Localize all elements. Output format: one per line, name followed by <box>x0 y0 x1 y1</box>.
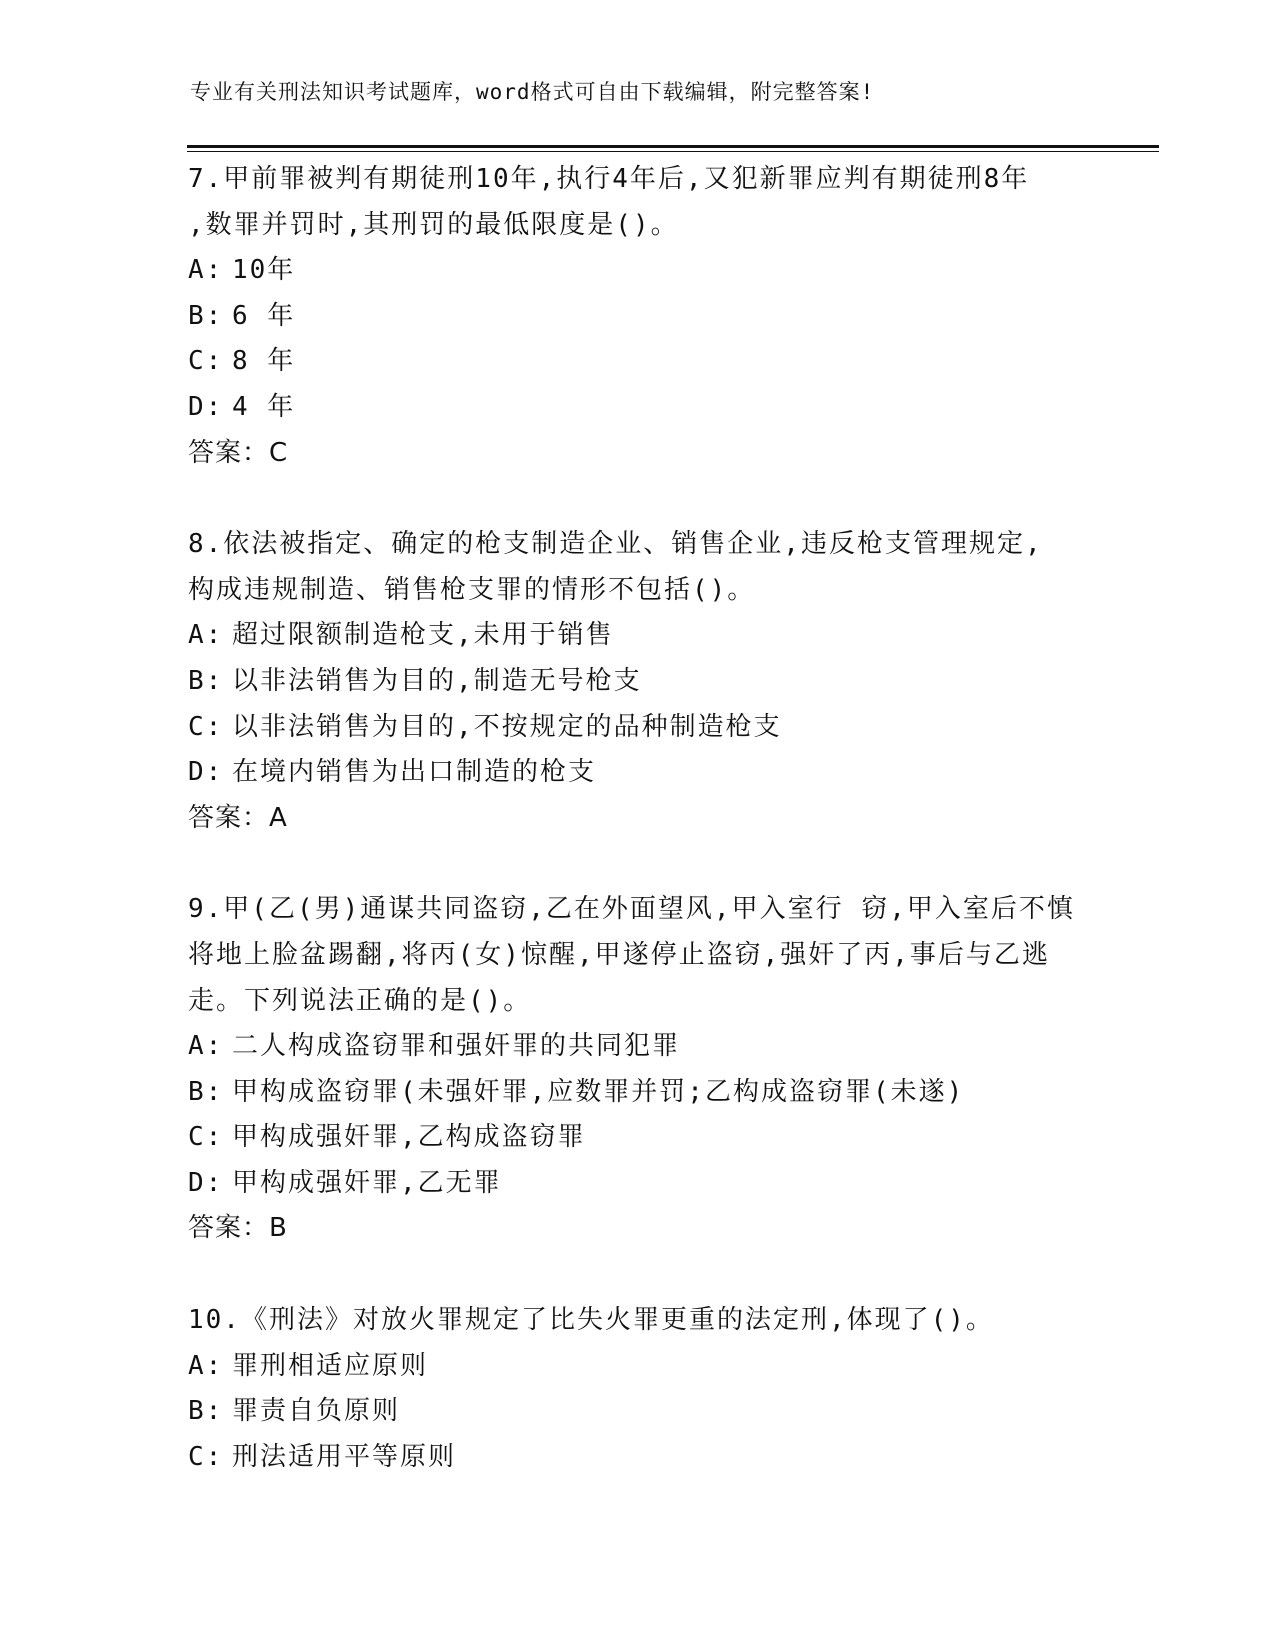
question-10 <box>188 1298 1088 1480</box>
question-stem-line: 构成违规制造、销售枪支罪的情形不包括()。 <box>188 574 756 605</box>
option-label: D: <box>188 757 224 788</box>
question-stem-line: 10.《刑法》对放火罪规定了比失火罪更重的法定刑,体现了()。 <box>188 1305 994 1336</box>
option-a <box>188 613 1088 659</box>
option-text: 4 年 <box>232 391 296 422</box>
question-list <box>188 157 1088 1526</box>
option-c <box>188 705 1088 751</box>
option-text: 6 年 <box>232 300 296 331</box>
option-c <box>188 1435 1088 1481</box>
option-text: 在境内销售为出口制造的枪支 <box>232 757 597 788</box>
option-text: 8 年 <box>232 346 296 377</box>
option-d <box>188 750 1088 796</box>
question-7 <box>188 157 1088 476</box>
option-label: A: <box>188 1350 224 1381</box>
option-label: D: <box>188 1167 224 1198</box>
option-text: 二人构成盗窃罪和强奸罪的共同犯罪 <box>232 1031 681 1062</box>
question-stem-line: 将地上脸盆踢翻,将丙(女)惊醒,甲遂停止盗窃,强奸了丙,事后与乙逃 <box>188 939 1050 970</box>
option-label: A: <box>188 1031 224 1062</box>
option-d <box>188 1161 1088 1207</box>
option-a <box>188 248 1088 294</box>
option-label: B: <box>188 300 224 331</box>
option-label: C: <box>188 1122 224 1153</box>
option-text: 罪刑相适应原则 <box>232 1350 429 1381</box>
option-text: 罪责自负原则 <box>232 1396 401 1427</box>
option-text: 以非法销售为目的,不按规定的品种制造枪支 <box>232 711 782 742</box>
question-stem-line: 8.依法被指定、确定的枪支制造企业、销售企业,违反枪支管理规定, <box>188 529 1043 560</box>
question-stem-line: 走。下列说法正确的是()。 <box>188 985 532 1016</box>
answer-line: 答案：C <box>188 437 289 468</box>
option-text: 以非法销售为目的,制造无号枪支 <box>232 665 642 696</box>
option-label: C: <box>188 346 224 377</box>
option-label: C: <box>188 1441 224 1472</box>
option-label: A: <box>188 620 224 651</box>
option-c <box>188 1115 1088 1161</box>
answer-line: 答案：A <box>188 802 288 833</box>
option-b <box>188 1070 1088 1116</box>
question-9 <box>188 887 1088 1252</box>
option-label: B: <box>188 1076 224 1107</box>
option-a <box>188 1344 1088 1390</box>
header-title: 专业有关刑法知识考试题库，word格式可自由下载编辑，附完整答案! <box>190 80 875 104</box>
option-text: 刑法适用平等原则 <box>232 1441 457 1472</box>
option-d <box>188 385 1088 431</box>
option-a <box>188 1024 1088 1070</box>
option-c <box>188 339 1088 385</box>
option-b <box>188 659 1088 705</box>
option-label: D: <box>188 391 224 422</box>
header-divider <box>187 145 1159 152</box>
option-text: 甲构成盗窃罪(未强奸罪,应数罪并罚;乙构成盗窃罪(未遂) <box>232 1076 965 1107</box>
option-text: 超过限额制造枪支,未用于销售 <box>232 620 614 651</box>
option-label: B: <box>188 1396 224 1427</box>
option-text: 甲构成强奸罪,乙构成盗窃罪 <box>232 1122 586 1153</box>
question-8 <box>188 522 1088 841</box>
question-stem-line: ,数罪并罚时,其刑罚的最低限度是()。 <box>188 209 679 240</box>
option-b <box>188 1389 1088 1435</box>
option-text: 甲构成强奸罪,乙无罪 <box>232 1167 502 1198</box>
option-label: C: <box>188 711 224 742</box>
answer-line: 答案：B <box>188 1213 288 1244</box>
option-label: A: <box>188 255 224 286</box>
option-b <box>188 294 1088 340</box>
option-label: B: <box>188 665 224 696</box>
question-stem-line: 9.甲(乙(男)通谋共同盗窃,乙在外面望风,甲入室行 窃,甲入室后不慎 <box>188 894 1075 925</box>
option-text: 10年 <box>232 255 296 286</box>
question-stem-line: 7.甲前罪被判有期徒刑10年,执行4年后,又犯新罪应判有期徒刑8年 <box>188 164 1030 194</box>
